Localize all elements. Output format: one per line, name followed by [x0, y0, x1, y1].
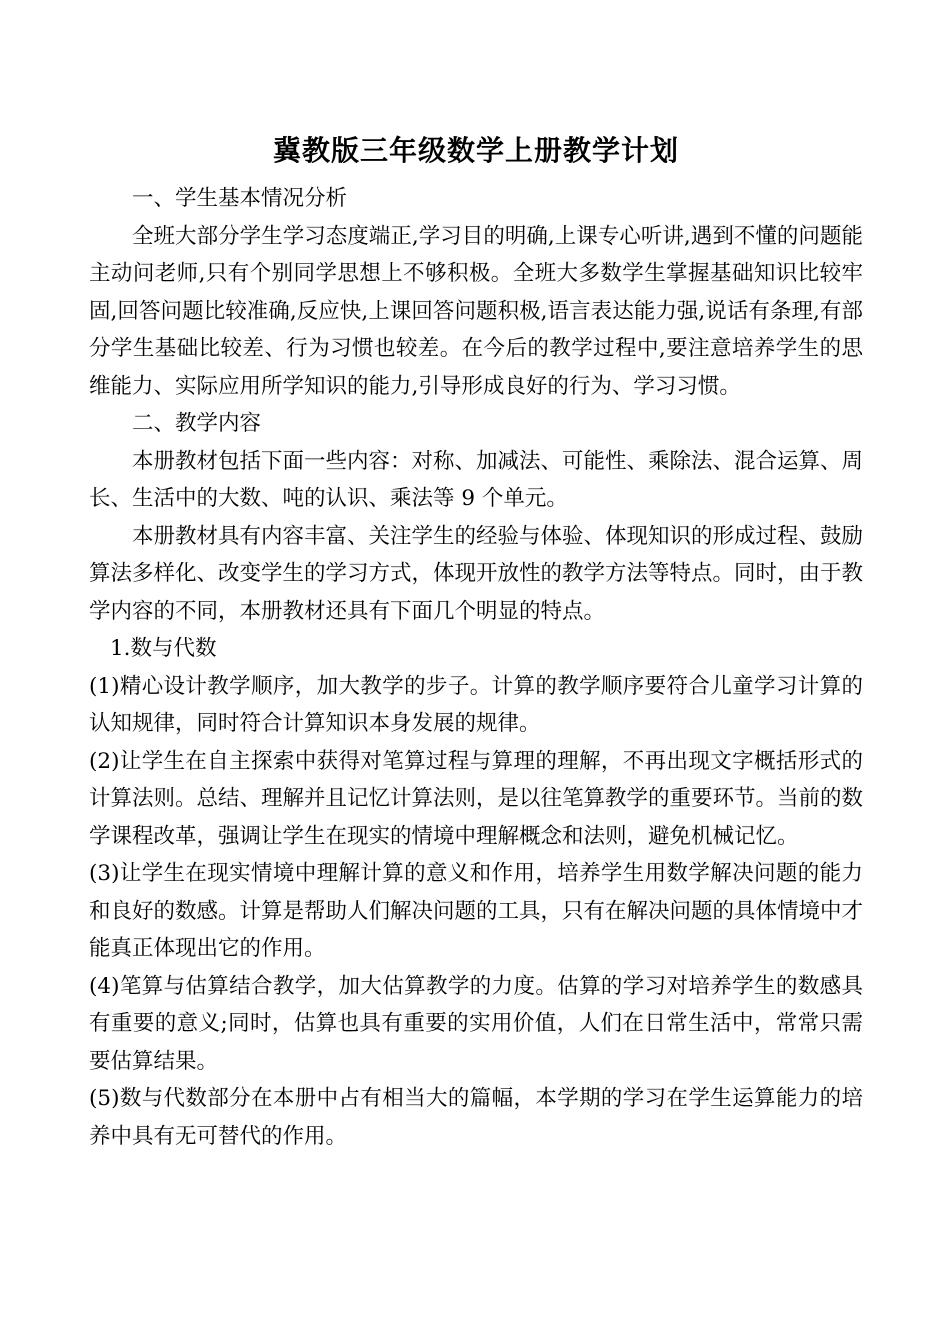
paragraph-student-analysis: 全班大部分学生学习态度端正,学习目的明确,上课专心听讲,遇到不懂的问题能主动问老师,只有个别同学思想上不够积极。全班大多数学生掌握基础知识比较牢固,回答问题比较准确,反应快,上课回答问题积极,语言表达能力强,说话有条理,有部分学生基础比较差、行为习惯也较差。在今后的教学过程中,要注意培养学生的思维能力、实际应用所学知识的能力,引导形成良好的行为、学习习惯。 — [89, 223, 863, 399]
paragraph-textbook-features: 本册教材具有内容丰富、关注学生的经验与体验、体现知识的形成过程、鼓励算法多样化、改变学生的学习方式，体现开放性的教学方法等特点。同时，由于教学内容的不同，本册教材还具有下面几个明显的特点。 — [89, 523, 864, 624]
section-heading-teaching-content: 二、教学内容 — [132, 411, 262, 436]
list-item-3: (3)让学生在现实情境中理解计算的意义和作用，培养学生用数学解决问题的能力和良好的数感。计算是帮助人们解决问题的工具，只有在解决问题的具体情境中才能真正体现出它的作用。 — [89, 861, 864, 961]
document-page — [89, 122, 863, 1155]
subsection-heading-number-algebra: 1.数与代数 — [110, 636, 217, 661]
section-heading-student-analysis: 一、学生基本情况分析 — [132, 186, 348, 211]
paragraph-textbook-units: 本册教材包括下面一些内容：对称、加减法、可能性、乘除法、混合运算、周长、生活中的大数、吨的认识、乘法等 9 个单元。 — [89, 448, 864, 511]
list-item-2: (2)让学生在自主探索中获得对笔算过程与算理的理解，不再出现文字概括形式的计算法则。总结、理解并且记忆计算法则，是以往笔算教学的重要环节。当前的数学课程改革，强调让学生在现实的情境中理解概念和法则，避免机械记忆。 — [89, 748, 864, 849]
list-item-1: (1)精心设计教学顺序，加大教学的步子。计算的教学顺序要符合儿童学习计算的认知规律，同时符合计算知识本身发展的规律。 — [89, 673, 863, 736]
list-item-5: (5)数与代数部分在本册中占有相当大的篇幅，本学期的学习在学生运算能力的培养中具有无可替代的作用。 — [89, 1086, 863, 1149]
document-title: 冀教版三年级数学上册教学计划 — [272, 134, 679, 167]
list-item-4: (4)笔算与估算结合教学，加大估算教学的力度。估算的学习对培养学生的数感具有重要的意义;同时，估算也具有重要的实用价值，人们在日常生活中，常常只需要估算结果。 — [89, 973, 863, 1074]
